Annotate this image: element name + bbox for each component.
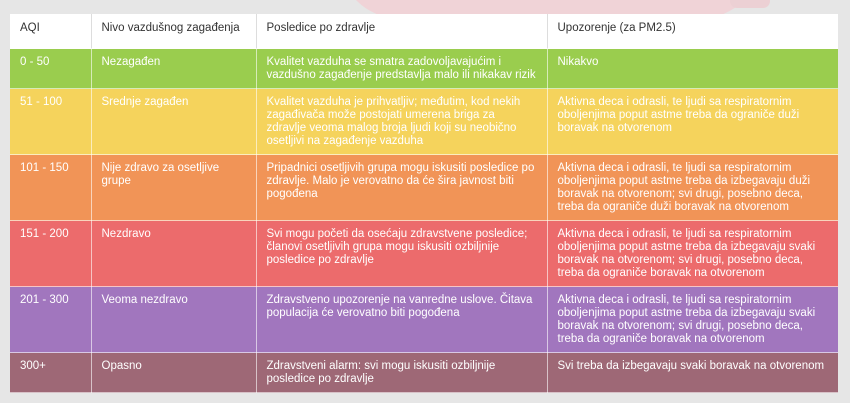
header-warning: Upozorenje (za PM2.5) — [547, 14, 838, 49]
cell-health: Pripadnici osetljivih grupa mogu iskusiti posledice po zdravlje. Malo je verovatno da će šira javnost biti pogođena — [256, 155, 547, 221]
cell-health: Zdravstveni alarm: svi mogu iskusiti ozbiljnije posledice po zdravlje — [256, 353, 547, 393]
cell-warning: Aktivna deca i odrasli, te ljudi sa respiratornim oboljenjima poput astme treba da izbegavaju svaki boravak na otvorenom; svi drugi, posebno deca, treba da ograniče boravak na otvorenom — [547, 287, 838, 353]
decorative-header-shape-small — [730, 0, 770, 8]
cell-level: Nije zdravo za osetljive grupe — [91, 155, 256, 221]
cell-level: Nezdravo — [91, 221, 256, 287]
cell-level: Srednje zagađen — [91, 89, 256, 155]
cell-aqi: 101 - 150 — [10, 155, 91, 221]
cell-health: Zdravstveno upozorenje na vanredne uslove. Čitava populacija će verovatno biti pogođena — [256, 287, 547, 353]
cell-level: Nezagađen — [91, 49, 256, 89]
header-pollution-level: Nivo vazdušnog zagađenja — [91, 14, 256, 49]
cell-warning: Aktivna deca i odrasli, te ljudi sa respiratornim oboljenjima poput astme treba da izbegavaju duži boravak na otvorenom; svi drugi, posebno deca, treba da ograniče duži boravak na otvorenom — [547, 155, 838, 221]
cell-aqi: 0 - 50 — [10, 49, 91, 89]
cell-aqi: 151 - 200 — [10, 221, 91, 287]
cell-warning: Nikakvo — [547, 49, 838, 89]
table-row — [10, 221, 838, 287]
aqi-table — [10, 14, 838, 393]
cell-level: Veoma nezdravo — [91, 287, 256, 353]
cell-aqi: 201 - 300 — [10, 287, 91, 353]
table-row — [10, 353, 838, 393]
cell-health: Kvalitet vazduha se smatra zadovoljavajućim i vazdušno zagađenje predstavlja malo ili nikakav rizik — [256, 49, 547, 89]
cell-health: Kvalitet vazduha je prihvatljiv; međutim, kod nekih zagađivača može postojati umerena briga za zdravlje veoma malog broja ljudi koji su neobično osetljivi na zagađenje vazduha — [256, 89, 547, 155]
table-row — [10, 155, 838, 221]
cell-aqi: 51 - 100 — [10, 89, 91, 155]
cell-aqi: 300+ — [10, 353, 91, 393]
table-row — [10, 49, 838, 89]
table-header-row — [10, 14, 838, 49]
header-health-effects: Posledice po zdravlje — [256, 14, 547, 49]
cell-warning: Aktivna deca i odrasli, te ljudi sa respiratornim oboljenjima poput astme treba da ograniče duži boravak na otvorenom — [547, 89, 838, 155]
cell-level: Opasno — [91, 353, 256, 393]
cell-warning: Aktivna deca i odrasli, te ljudi sa respiratornim oboljenjima poput astme treba da izbegavaju svaki boravak na otvorenom; svi drugi, posebno deca, treba da ograniče boravak na otvorenom — [547, 221, 838, 287]
cell-health: Svi mogu početi da osećaju zdravstvene posledice; članovi osetljivih grupa mogu iskusiti ozbiljnije posledice po zdravlje — [256, 221, 547, 287]
cell-warning: Svi treba da izbegavaju svaki boravak na otvorenom — [547, 353, 838, 393]
header-aqi: AQI — [10, 14, 91, 49]
table-row — [10, 287, 838, 353]
table-row — [10, 89, 838, 155]
